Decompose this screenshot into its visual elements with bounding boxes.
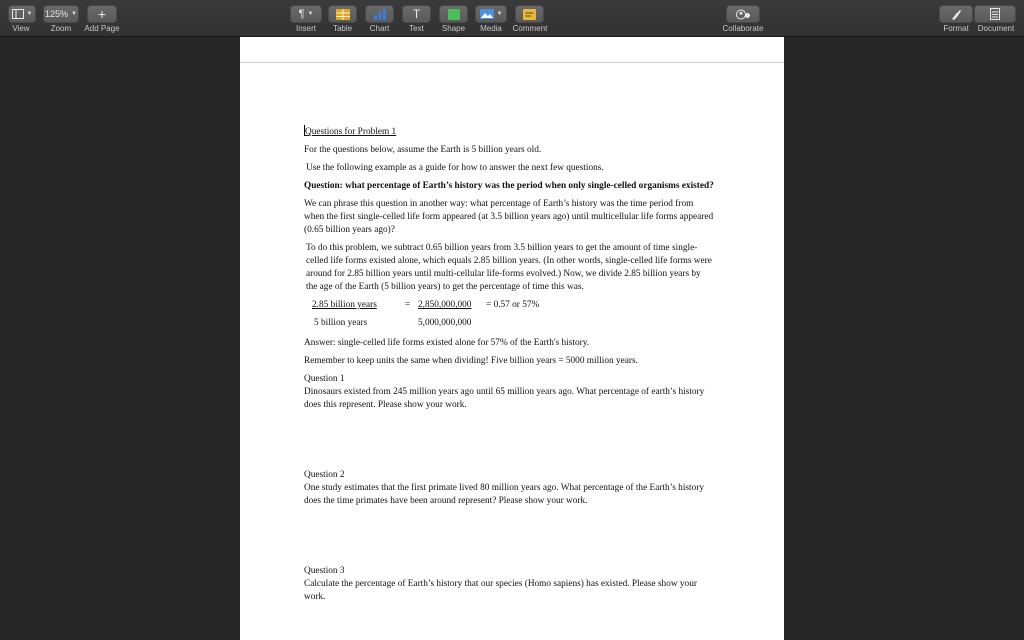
view-label: View bbox=[12, 24, 30, 33]
comment-label: Comment bbox=[512, 24, 548, 33]
fraction-numerator-digits: 2,850,000,000 bbox=[418, 300, 472, 310]
text-icon: T bbox=[412, 7, 421, 21]
question-2-text: One study estimates that the first primate lived 80 million years ago. What percentage of the Earth’s history does the time primates have been around represent? Please show your work. bbox=[304, 483, 705, 506]
document-canvas[interactable] bbox=[0, 37, 1024, 640]
chevron-down-icon: ▼ bbox=[26, 11, 33, 17]
paragraph-assumption: For the questions below, assume the Earth is 5 billion years old. bbox=[304, 145, 542, 155]
fraction-example bbox=[304, 299, 714, 337]
question-1-title: Question 1 bbox=[304, 374, 345, 384]
paintbrush-icon bbox=[950, 9, 962, 20]
pilcrow-icon: ¶ bbox=[298, 8, 305, 20]
paragraph-reminder: Remember to keep units the same when dividing! Five billion years = 5000 million years. bbox=[304, 356, 638, 366]
insert-label: Insert bbox=[295, 24, 316, 33]
collaborate-button[interactable] bbox=[726, 5, 760, 23]
chevron-down-icon: ▼ bbox=[71, 11, 77, 17]
answer-space-2[interactable] bbox=[304, 513, 714, 565]
photo-icon bbox=[480, 9, 494, 19]
question-2-title: Question 2 bbox=[304, 470, 345, 480]
shape-button[interactable] bbox=[439, 5, 468, 23]
comment-icon bbox=[523, 9, 536, 20]
format-button[interactable] bbox=[939, 5, 973, 23]
paragraph-method: To do this problem, we subtract 0.65 billion years from 3.5 billion years to get the amount of time single-celled life forms existed alone, which equals 2.85 billion years. (In other words, single-celled life forms were around for 2.85 billion years until multi-cellular life-forms evolved.) Now, we divide 2.85 billion years by the age of the Earth (5 billion years) to get the percentage of time this was. bbox=[306, 243, 712, 292]
table-icon bbox=[336, 9, 350, 20]
document-body[interactable] bbox=[304, 125, 714, 609]
paragraph-answer: Answer: single-celled life forms existed alone for 57% of the Earth's history. bbox=[304, 338, 590, 348]
zoom-label: Zoom bbox=[50, 24, 72, 33]
shape-icon bbox=[448, 9, 460, 20]
fraction-equals-1: = bbox=[405, 300, 411, 310]
paragraph-rephrase: We can phrase this question in another way: what percentage of Earth’s history was the time period from when the first single-celled life form appeared (at 3.5 billion years ago) until multicellular life forms appeared (0.65 billion years ago)? bbox=[304, 199, 714, 235]
problem-heading: Questions for Problem 1 bbox=[305, 127, 397, 137]
header-divider bbox=[240, 62, 784, 63]
chart-icon bbox=[373, 9, 387, 20]
add-page-button[interactable] bbox=[87, 5, 117, 23]
chart-button[interactable] bbox=[365, 5, 394, 23]
text-label: Text bbox=[409, 24, 424, 33]
chevron-down-icon: ▼ bbox=[307, 11, 314, 17]
heading-line bbox=[304, 125, 714, 139]
document-icon bbox=[990, 8, 1000, 20]
document-label: Document bbox=[977, 24, 1015, 33]
add-page-label: Add Page bbox=[84, 24, 120, 33]
plus-icon: + bbox=[97, 6, 107, 22]
collaborate-icon bbox=[735, 9, 751, 20]
shape-label: Shape bbox=[441, 24, 466, 33]
text-button[interactable] bbox=[402, 5, 431, 23]
zoom-value: 125% bbox=[45, 9, 69, 19]
chevron-down-icon: ▼ bbox=[496, 11, 503, 17]
view-button[interactable] bbox=[8, 5, 36, 23]
comment-button[interactable] bbox=[515, 5, 544, 23]
toolbar bbox=[0, 0, 1024, 37]
question-3-text: Calculate the percentage of Earth’s history that our species (Homo sapiens) has existed. Please show your work. bbox=[304, 579, 697, 602]
media-label: Media bbox=[480, 24, 502, 33]
media-button[interactable] bbox=[475, 5, 507, 23]
example-question: Question: what percentage of Earth’s history was the period when only single-celled organisms existed? bbox=[304, 181, 714, 191]
question-3-title: Question 3 bbox=[304, 566, 345, 576]
collaborate-label: Collaborate bbox=[722, 24, 764, 33]
fraction-result: = 0.57 or 57% bbox=[486, 300, 540, 310]
table-label: Table bbox=[332, 24, 353, 33]
sidebar-view-icon bbox=[12, 9, 24, 19]
zoom-select[interactable] bbox=[43, 5, 79, 23]
fraction-denominator-digits: 5,000,000,000 bbox=[418, 318, 472, 328]
table-button[interactable] bbox=[328, 5, 357, 23]
chart-label: Chart bbox=[369, 24, 390, 33]
document-button[interactable] bbox=[974, 5, 1016, 23]
answer-space-1[interactable] bbox=[304, 417, 714, 469]
insert-button[interactable] bbox=[290, 5, 322, 23]
fraction-numerator-words: 2.85 billion years bbox=[312, 300, 377, 310]
question-1-text: Dinosaurs existed from 245 million years ago until 65 million years ago. What percentage of earth’s history does this represent. Please show your work. bbox=[304, 387, 705, 410]
fraction-denominator-words: 5 billion years bbox=[314, 318, 368, 328]
document-page[interactable] bbox=[240, 37, 784, 640]
format-label: Format bbox=[943, 24, 969, 33]
paragraph-guide: Use the following example as a guide for how to answer the next few questions. bbox=[306, 163, 604, 173]
